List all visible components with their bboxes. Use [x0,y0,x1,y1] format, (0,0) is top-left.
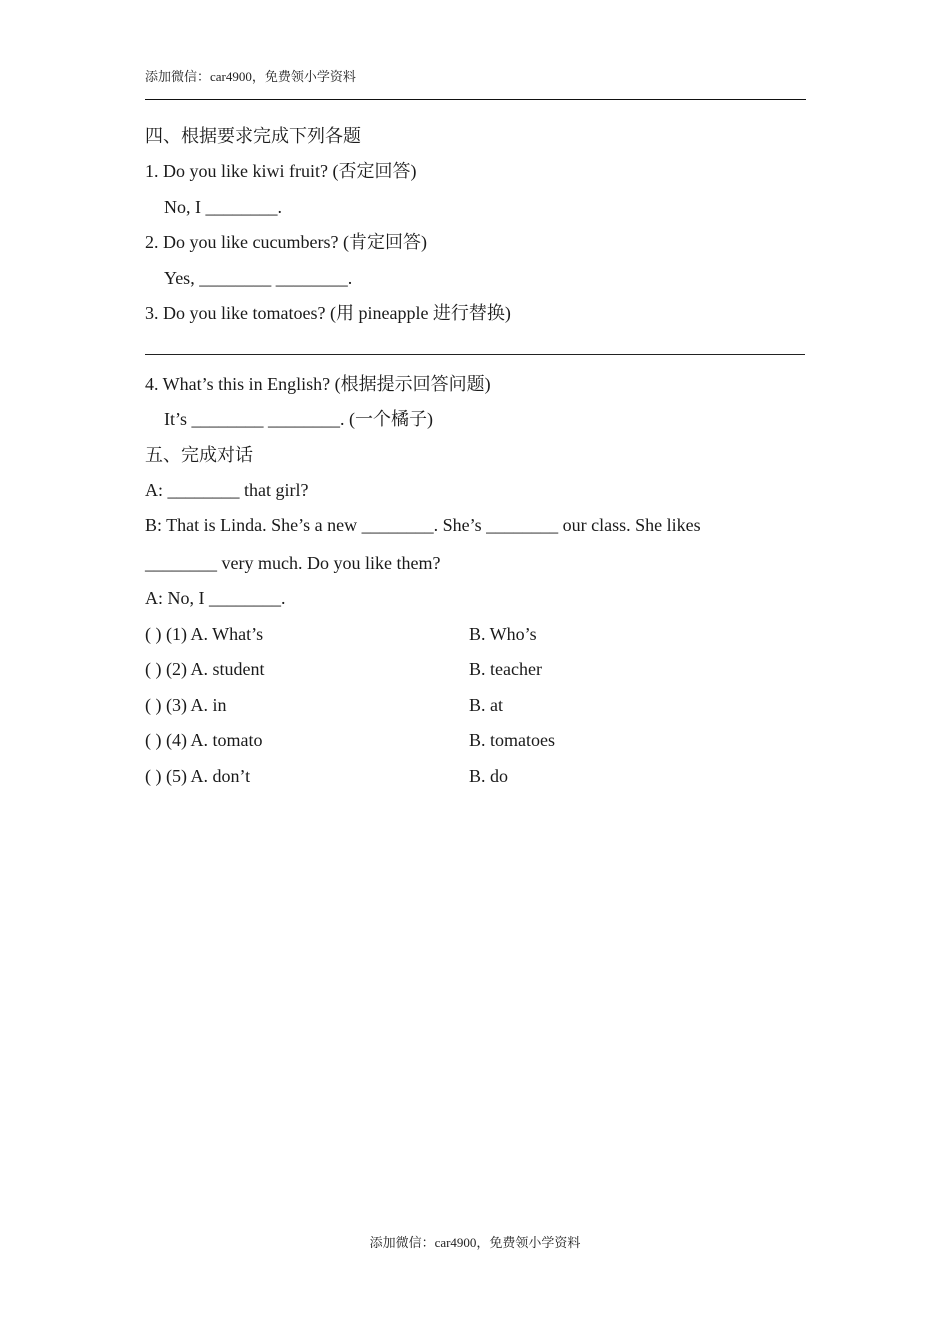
page-header: 添加微信：car4900，免费领小学资料 [145,69,356,84]
choice-2-option-a: ( ) (2) A. student [145,659,265,679]
answer-2: Yes, ________ ________. [164,268,353,288]
question-4: 4. What’s this in English? (根据提示回答问题) [145,374,491,394]
answer-3-line [145,354,805,355]
question-2: 2. Do you like cucumbers? (肯定回答) [145,232,427,252]
dialogue-line-1: A: ________ that girl? [145,480,309,500]
header-rule [145,99,806,100]
dialogue-line-4: A: No, I ________. [145,588,286,608]
choice-5-option-a: ( ) (5) A. don’t [145,766,251,786]
choice-4-option-b: B. tomatoes [469,730,555,750]
dialogue-line-3: ________ very much. Do you like them? [145,553,441,573]
choice-5-option-b: B. do [469,766,509,786]
choice-3-option-a: ( ) (3) A. in [145,695,227,715]
choice-1-option-a: ( ) (1) A. What’s [145,624,264,644]
answer-4: It’s ________ ________. (一个橘子) [164,409,433,429]
question-3: 3. Do you like tomatoes? (用 pineapple 进行替换) [145,303,511,323]
page-footer: 添加微信：car4900，免费领小学资料 [369,1235,581,1250]
question-1: 1. Do you like kiwi fruit? (否定回答) [145,161,417,181]
section-5-title: 五、完成对话 [145,445,253,465]
choice-3-option-b: B. at [469,695,503,715]
choice-1-option-b: B. Who’s [469,624,537,644]
choice-4-option-a: ( ) (4) A. tomato [145,730,263,750]
dialogue-line-2: B: That is Linda. She’s a new ________. She’s ________ our class. She likes [145,515,701,535]
answer-1: No, I ________. [164,197,282,217]
section-4-title: 四、根据要求完成下列各题 [145,126,361,146]
choice-2-option-b: B. teacher [469,659,542,679]
